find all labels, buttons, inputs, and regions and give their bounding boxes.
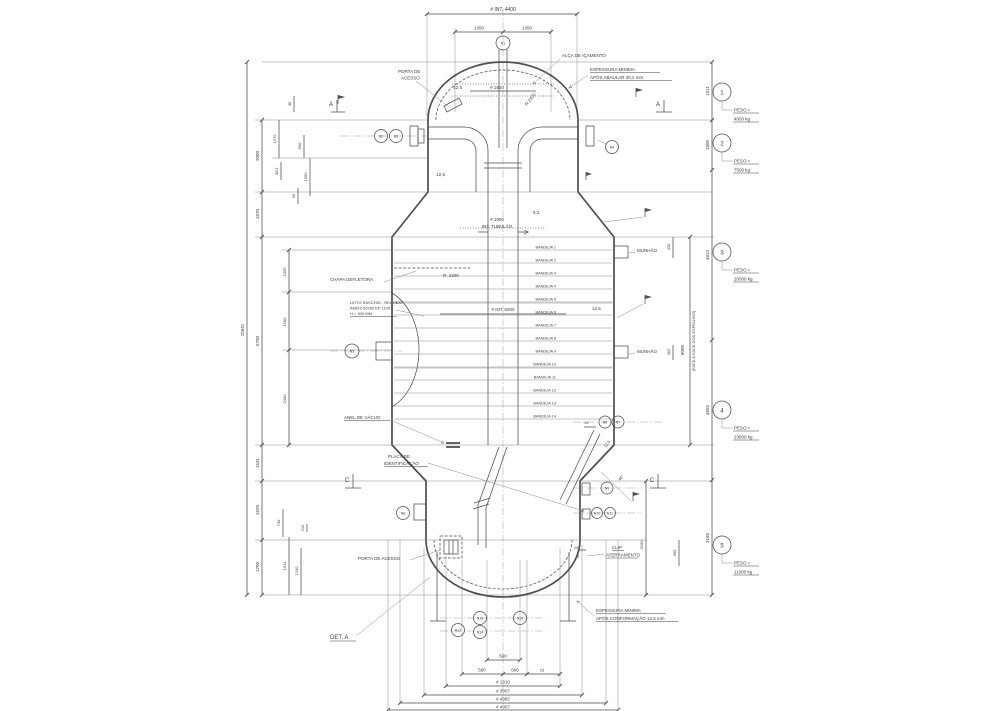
dim-15: 15 — [539, 667, 545, 673]
peso-label: PESO ≈ — [734, 425, 751, 431]
section-letter: C — [649, 478, 655, 484]
dim-430: 430 — [666, 243, 671, 251]
dim-1700: 1700 — [255, 561, 260, 573]
section-letter: A — [328, 102, 334, 108]
note-r2200: R. 2200 — [443, 273, 459, 278]
balloon-number: 2 — [720, 141, 724, 148]
dim-2000: 2000 — [255, 150, 260, 162]
dim-125-lower: 12,5 — [602, 439, 612, 449]
tray-label: BANDEJA 2 — [535, 258, 556, 263]
dim-1000a: 1000 — [303, 172, 308, 182]
note-det-a: DET. A — [330, 635, 349, 641]
tray-label: BANDEJA 9 — [535, 349, 556, 354]
note-porta-acesso-top-2: ACESSO — [401, 75, 420, 81]
note-porta-acesso-bottom: PORTA DE ACESSO — [358, 556, 401, 561]
dim-3160: 3160 — [705, 532, 710, 544]
balloon-number: 3 — [720, 250, 724, 257]
dimension-texts — [240, 7, 710, 710]
dim-1910-dome: # 1910 — [490, 85, 504, 90]
balloon-4 — [713, 401, 759, 440]
dim-1570: 1570 — [255, 208, 260, 220]
dim-1270: 1270 — [272, 134, 277, 144]
note-face-espelhos: (FACE A FACE DOS ESPELHOS) — [691, 310, 696, 372]
nozzle-tag-label: N3 — [393, 134, 399, 139]
centerlines — [330, 8, 662, 705]
dim-215: 215 — [300, 524, 305, 532]
note-tubulao-2: INT. TUBULÃO — [481, 224, 513, 229]
dim-40: 40 — [287, 101, 292, 107]
dim-2440: 2440 — [282, 394, 287, 404]
dim-381: 38,1 — [274, 167, 279, 175]
note-esp-min-top-2: APÓS ABAULAR 20,2 mm — [590, 75, 644, 80]
tray-label: BANDEJA 5 — [535, 297, 556, 302]
extension-lines — [255, 14, 714, 710]
dim-300: 300 — [672, 549, 677, 557]
dim-35: 35 — [291, 193, 296, 199]
dim-top-diameter: # INT. 4400 — [490, 7, 516, 13]
note-r2300: R 2300 — [523, 92, 537, 107]
balloon-3 — [713, 243, 759, 282]
dim-600: 600 — [297, 142, 302, 150]
dim-1000b: 1000 — [282, 267, 287, 277]
dim-600b: 600 — [511, 667, 519, 673]
tray-label: BANDEJA 7 — [535, 323, 556, 328]
note-leito-3: H = 300 MM — [350, 311, 372, 316]
nozzle-tag-label: N9 — [604, 486, 610, 491]
nozzle-tag-label: N1 — [500, 41, 506, 46]
dim-2160: 2160 — [639, 540, 644, 550]
peso-value: 11000 kg — [734, 569, 753, 575]
weight-balloons — [713, 83, 759, 575]
nozzle-n12 — [452, 624, 465, 637]
peso-label: PESO ≈ — [734, 107, 751, 113]
note-munhao-1: MUNHÃO — [637, 248, 657, 253]
dim-500: 500 — [499, 653, 507, 659]
dim-1629: 1629 — [255, 504, 260, 516]
note-placa-1: PLACA DE — [388, 454, 411, 459]
tray-label: BANDEJA 11 — [533, 375, 556, 380]
nozzle-tag-label: N11 — [606, 511, 614, 516]
balloon-number: 5 — [720, 543, 724, 550]
note-esp-min-top-1: ESPESSURA MÍNIMA — [590, 67, 635, 72]
dim-590: 590 — [478, 667, 486, 673]
dim-5700: 5700 — [255, 335, 260, 347]
note-munhao-2: MUNHÃO — [637, 349, 657, 354]
peso-label: PESO ≈ — [734, 560, 751, 566]
dim-4907: # 4907 — [496, 704, 510, 710]
dim-4655: 4655 — [705, 404, 710, 416]
tray-label: BANDEJA 14 — [533, 414, 556, 419]
tray-label: BANDEJA 3 — [535, 271, 556, 276]
note-chapa-defletora: CHAPA DEFLETORA — [330, 277, 374, 282]
nozzle-n14 — [474, 626, 487, 639]
dim-1500: 1500 — [705, 139, 710, 151]
note-esp-min-bottom-2: APÓS CONFORMAÇÃO 12,5 mm — [596, 616, 665, 621]
dim-4382: # 4382 — [496, 696, 510, 702]
tray-label: BANDEJA 1 — [535, 245, 556, 250]
tray-label: BANDEJA 12 — [533, 388, 556, 393]
section-mark-a-left — [329, 100, 345, 112]
note-int6200: # INT. 6200 — [491, 307, 515, 312]
dimension-lines — [245, 12, 714, 711]
dim-450: 450 — [666, 348, 671, 356]
peso-label: PESO ≈ — [734, 267, 751, 273]
dim-1511-left: 1511 — [282, 561, 287, 571]
dim-63: 6,3 — [533, 210, 540, 215]
internal-piping — [394, 50, 600, 548]
tray-label: BANDEJA 6 — [535, 310, 556, 315]
annotations — [330, 53, 678, 641]
note-tubulao-1: # 1900 — [490, 217, 504, 222]
note-placa-2: IDENTIFICAÇÃO — [384, 461, 419, 466]
peso-value: 4000 kg — [734, 116, 751, 122]
nozzle-n8 — [397, 507, 410, 520]
note-clip-2: ATERRAMENTO — [606, 552, 641, 558]
section-letter: C — [344, 478, 350, 484]
note-anel-vacuo: ANEL DE VÁCUO — [344, 415, 381, 420]
dim-25: 25 — [574, 546, 579, 550]
peso-value: 23800 kg — [734, 434, 753, 440]
nozzle-tag-label: N13 — [476, 616, 484, 621]
nozzle-tag-label: N6 — [602, 420, 608, 425]
dim-1511-right: 1511 — [705, 86, 710, 96]
tray-label: BANDEJA 4 — [535, 284, 556, 289]
nozzle-tag-label: N15 — [516, 616, 524, 621]
dim-1531: 1531 — [255, 457, 260, 469]
dim-19: 19 — [584, 420, 589, 425]
section-mark-a-right — [656, 100, 672, 112]
dim-125-dome: 12,5 — [453, 85, 462, 90]
note-esp-min-bottom-1: ESPESSURA MÍNIMA — [596, 608, 641, 613]
dim-4813: 4813 — [705, 249, 710, 261]
weld-flags — [338, 88, 652, 501]
peso-label: PESO ≈ — [734, 158, 751, 164]
peso-value: 20000 kg — [734, 276, 753, 282]
nozzle-tag-label: N4 — [609, 145, 615, 150]
nozzle-tag-label: N10 — [593, 511, 601, 516]
note-leito-2: ANÉIS 50x50 EP 1100 — [350, 305, 391, 311]
section-letter: A — [655, 102, 661, 108]
nozzle-tag-label: N7 — [615, 420, 621, 425]
balloon-number: 4 — [720, 408, 724, 415]
dim-8000: 8000 — [680, 344, 685, 356]
nozzle-tag-label: N12 — [454, 628, 462, 633]
nozzle-tag-label: N8 — [400, 511, 406, 516]
dim-3907: # 3907 — [496, 688, 510, 694]
note-leito-1: LEITO RASCHIG - RECHEIO — [350, 300, 403, 305]
balloon-number: 1 — [720, 90, 724, 97]
dim-1350-left: 1350 — [473, 25, 485, 31]
tray-label: BANDEJA 8 — [535, 336, 556, 341]
dim-1200: 1200 — [294, 566, 299, 576]
dim-1350-right: 1350 — [521, 25, 533, 31]
dim-45deg: 45° — [616, 473, 625, 482]
nozzle-n4 — [598, 140, 619, 154]
balloon-2 — [713, 134, 759, 173]
dim-730: 730 — [276, 519, 281, 527]
dim-1910-bottom: # 1910 — [496, 679, 510, 685]
nozzle-tag-label: N5 — [349, 349, 355, 354]
dim-125-cone: 12,5 — [436, 172, 445, 177]
tray-label: BANDEJA 13 — [533, 401, 556, 406]
peso-value: 7500 kg — [734, 167, 751, 173]
note-alca-icamento: ALÇA DE IÇAMENTO — [562, 53, 606, 58]
nozzle-tag-label: N2 — [378, 134, 384, 139]
dim-1500: 1500 — [282, 317, 287, 327]
note-clip-1: CLIP — [612, 545, 623, 550]
balloon-5 — [713, 536, 759, 575]
note-porta-acesso-top-1: PORTA DE — [398, 69, 421, 74]
dim-125-shell: 12,5 — [592, 306, 601, 311]
balloon-1 — [713, 83, 759, 122]
nozzle-tag-label: N14 — [476, 630, 484, 635]
dim-15641: 15641 — [240, 323, 245, 337]
tray-label: BANDEJA 10 — [533, 362, 556, 367]
